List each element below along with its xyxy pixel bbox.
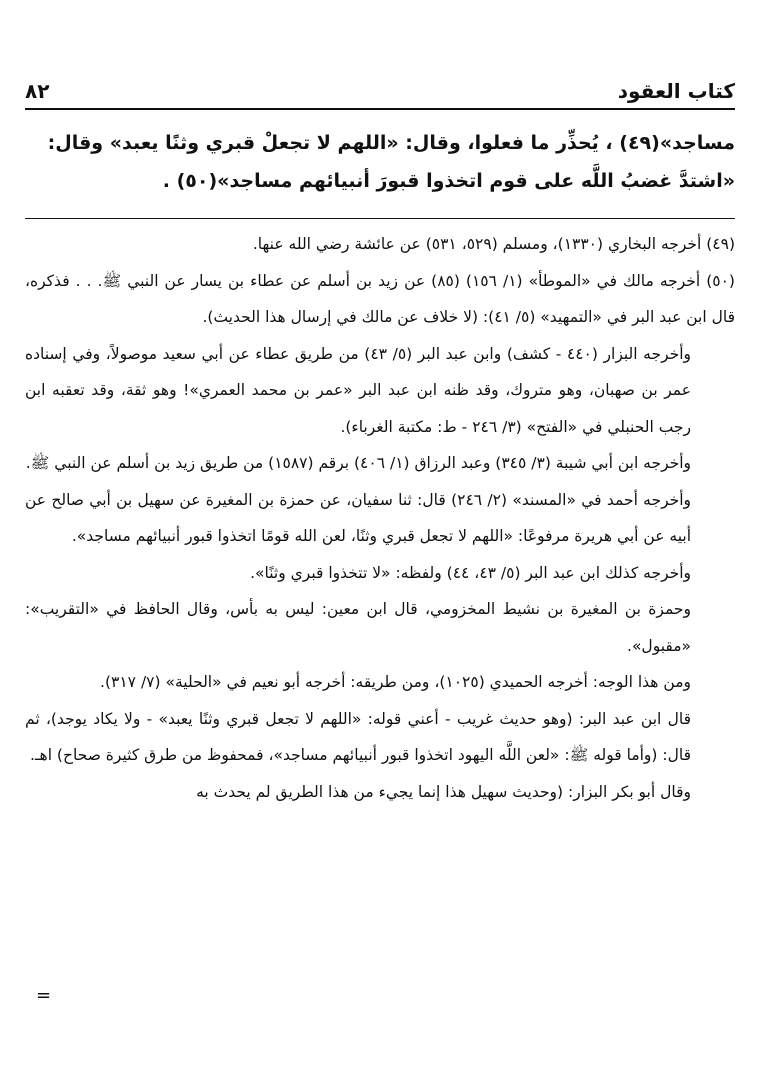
running-header — [25, 78, 735, 110]
footnote-50: (٥٠) أخرجه مالك في «الموطأ» (١/ ١٥٦) (٨٥) عن زيد بن أسلم عن عطاء بن يسار عن النبي ﷺ. . . فذكره، قال ابن عبد البر في «التمهيد» (٥/ ٤١): (لا خلاف عن مالك في إرسال هذا الحديث). — [25, 271, 735, 326]
footnote-paragraph: وأخرجه أحمد في «المسند» (٢/ ٢٤٦) قال: ثنا سفيان، عن حمزة بن المغيرة عن سهيل بن أبي صالح عن أبيه عن أبي هريرة مرفوعًا: «اللهم لا تجعل قبري وثنًا، لعن الله قومًا اتخذوا قبور أنبيائهم مساجد». — [25, 490, 691, 545]
footnote-paragraph: وقال أبو بكر البزار: (وحديث سهيل هذا إنما يجيء من هذا الطريق لم يحدث به — [196, 782, 691, 801]
main-text-line: مساجد»(٤٩) ، يُحذِّر ما فعلوا، وقال: «اللهم لا تجعلْ قبري وثنًا يعبد» وقال: — [47, 132, 735, 154]
footnote-paragraph: وأخرجه ابن أبي شيبة (٣/ ٣٤٥) وعبد الرزاق (١/ ٤٠٦) برقم (١٥٨٧) من طريق زيد بن أسلم عن النبي ﷺ. — [25, 454, 691, 472]
footnote-49: (٤٩) أخرجه البخاري (١٣٣٠)، ومسلم (٥٢٩، ٥٣١) عن عائشة رضي الله عنها. — [252, 235, 735, 253]
continuation-mark: = — [36, 985, 52, 1006]
page-number: ٨٢ — [25, 79, 50, 103]
footnotes-block — [25, 226, 735, 810]
footnote-paragraph: وأخرجه كذلك ابن عبد البر (٥/ ٤٣، ٤٤) ولفظه: «لا تتخذوا قبري وثنًا». — [250, 563, 691, 582]
footnote-separator — [25, 218, 735, 219]
main-text-line: «اشتدَّ غضبُ اللَّه على قوم اتخذوا قبورَ أنبيائهم مساجد»(٥٠) . — [162, 170, 735, 192]
footnote-paragraph: قال ابن عبد البر: (وهو حديث غريب - أعني قوله: «اللهم لا تجعل قبري وثنًا يعبد» - ولا يكاد يوجد)، ثم قال: (وأما قوله ﷺ: «لعن اللَّه اليهود اتخذوا قبور أنبيائهم مساجد»، فمحفوظ من طرق كثيرة صحاح) اهـ. — [25, 709, 691, 764]
footnote-paragraph: وحمزة بن المغيرة بن نشيط المخزومي، قال ابن معين: ليس به بأس، وقال الحافظ في «التقريب»: «مقبول». — [25, 600, 691, 655]
book-title: كتاب العقود — [617, 79, 735, 103]
main-text-block — [25, 124, 735, 200]
footnote-paragraph: وأخرجه البزار (٤٤٠ - كشف) وابن عبد البر (٥/ ٤٣) من طريق عطاء عن أبي سعيد موصولاً، وفي إسناده عمر بن صهبان، وهو متروك، وقد ظنه ابن عبد البر «عمر بن محمد العمري»! وهو ثقة، وقد تعقبه ابن رجب الحنبلي في «الفتح» (٣/ ٢٤٦ - ط: مكتبة الغرباء). — [25, 344, 691, 436]
footnote-paragraph: ومن هذا الوجه: أخرجه الحميدي (١٠٢٥)، ومن طريقه: أخرجه أبو نعيم في «الحلية» (٧/ ٣١٧). — [100, 673, 691, 691]
